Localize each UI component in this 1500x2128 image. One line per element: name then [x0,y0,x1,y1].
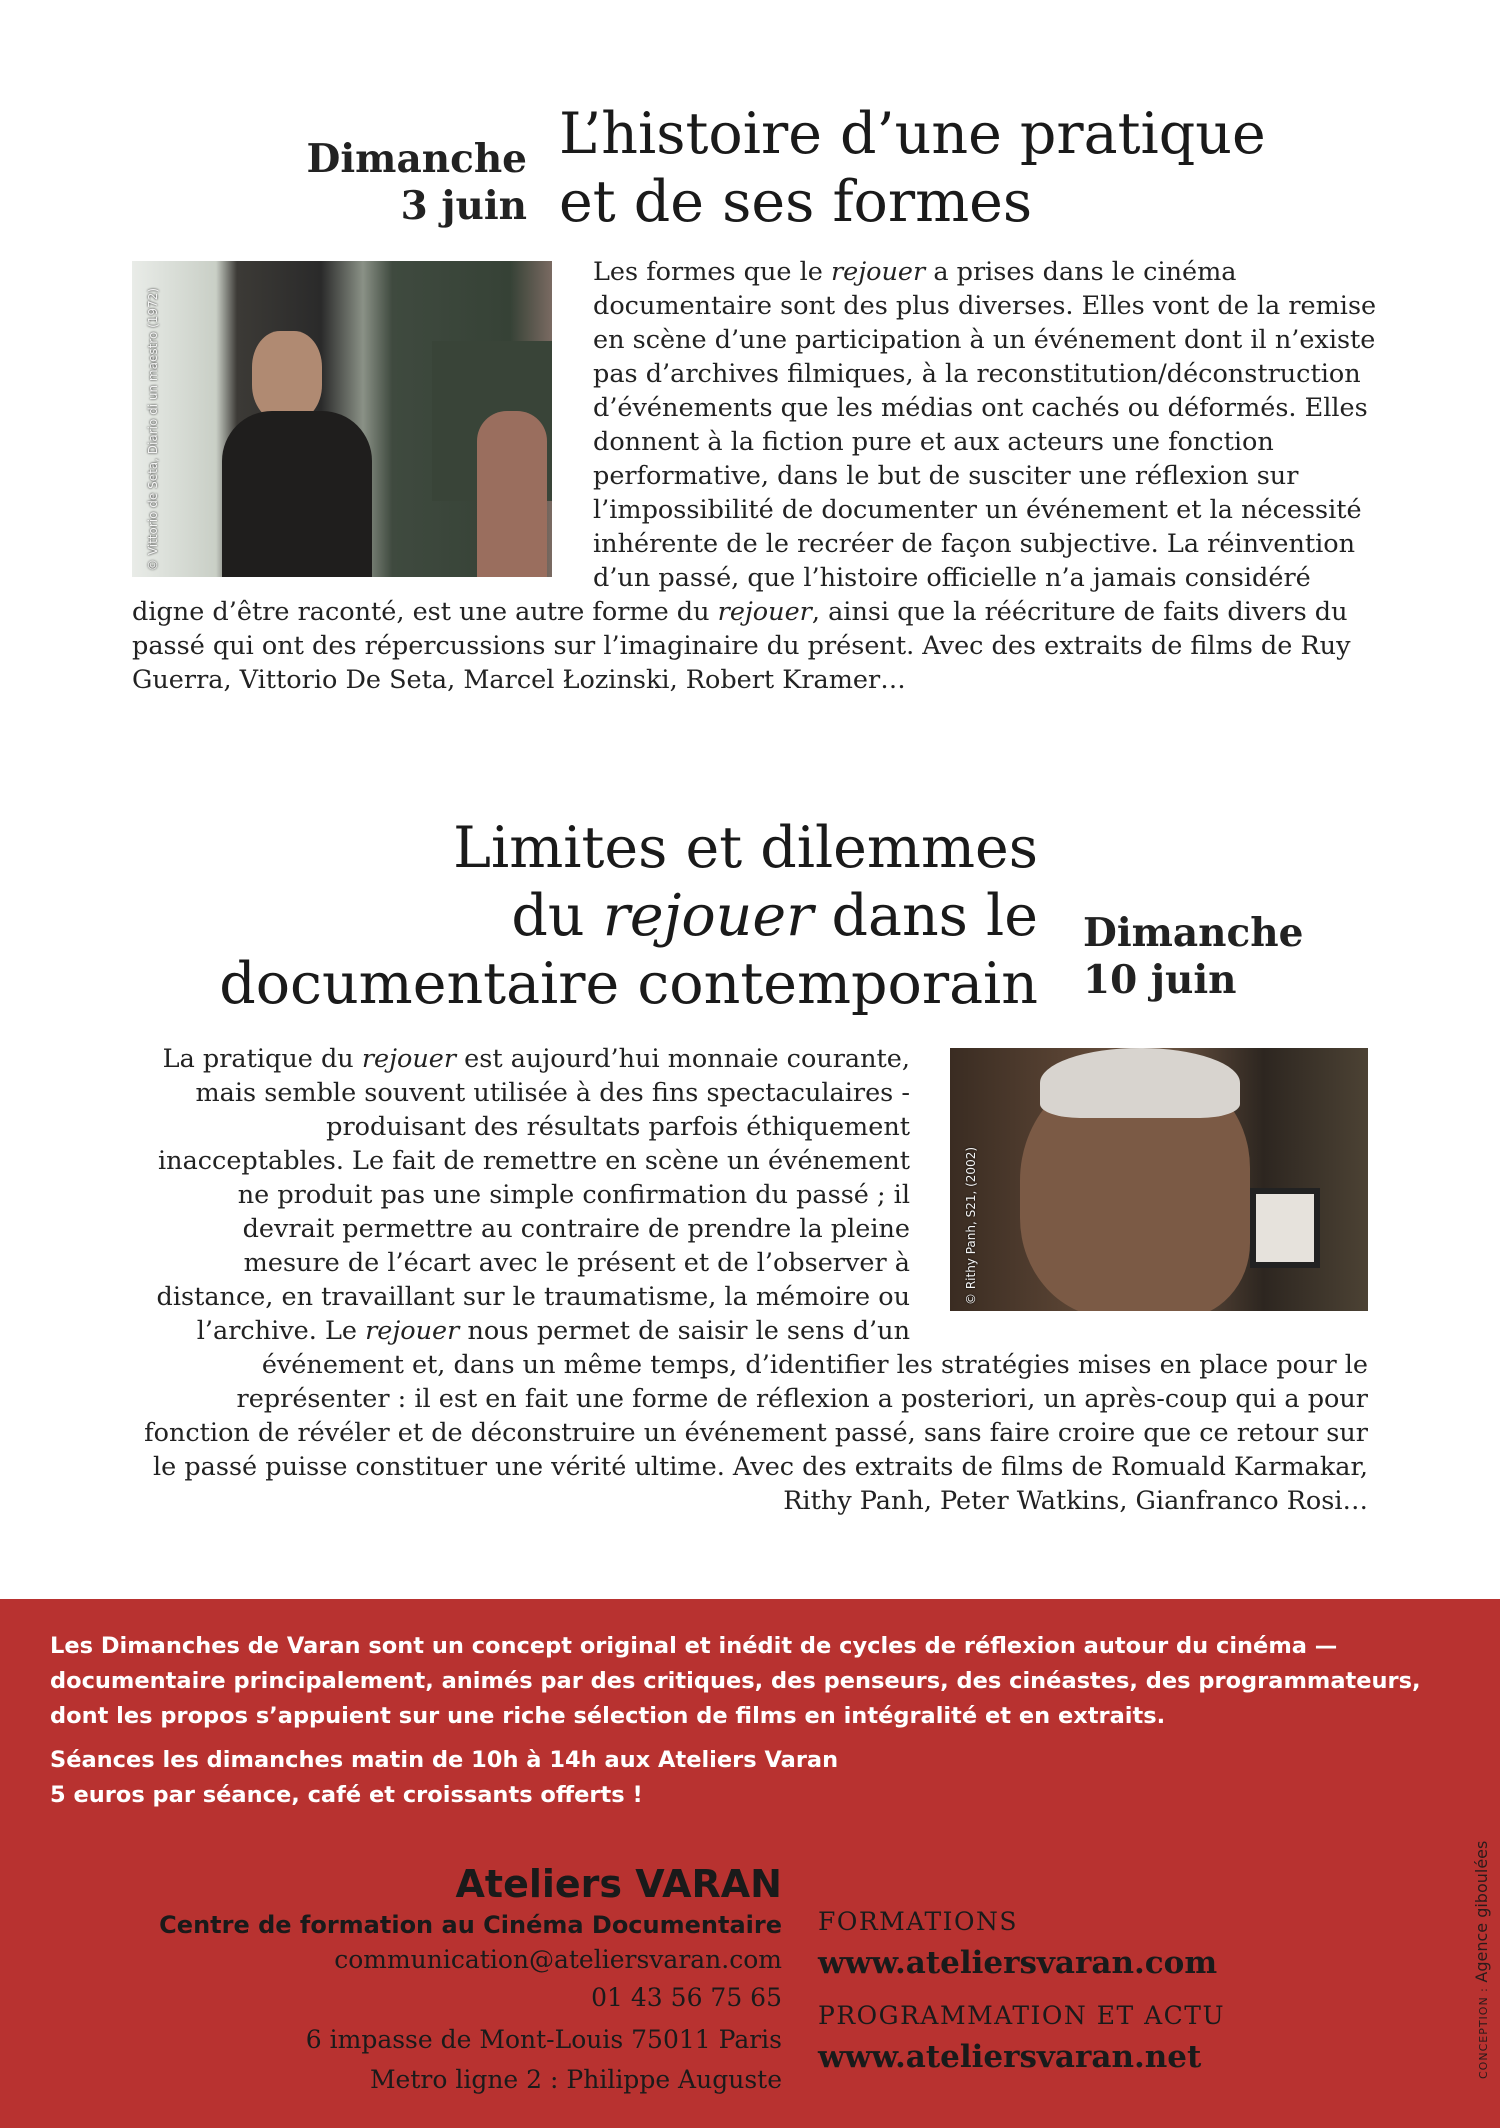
programmation-link[interactable]: www.ateliersvaran.net [818,2039,1202,2075]
section1-date [307,136,527,230]
formations-link[interactable]: www.ateliersvaran.com [818,1945,1218,1981]
italic-term: rejouer [717,597,812,627]
italic-term: rejouer [830,257,926,287]
phone-number: 01 43 56 75 65 [591,1983,782,2012]
contact-block [159,1861,782,2099]
section2-body [140,1042,1368,1518]
text-segment: est aujourd’hui monnaie courante, mais semble souvent utilisée à des fins spectaculaires - produisant des résultats parfois éthiquement inacceptables. Le fait de remettre en scène un événement ne produit pas une simple confirmation du passé ; il devrait permettre au contraire de prendre la pleine mesure de l’écart avec le présent et de l’observer à distance, en travaillant sur le traumatisme, la mémoire ou l’archive. Le [156,1044,910,1346]
price-text: 5 euros par séance, café et croissants offerts ! [50,1782,643,1808]
title-line [219,882,1038,950]
section2-date [1083,910,1303,1004]
section1-body [132,255,1382,697]
title-line: Limites et dilemmes [453,815,1038,881]
date-number: 10 juin [1083,957,1237,1003]
italic-term: rejouer [365,1316,460,1346]
photo-caption: © Vittorio de Seta, Diario di un maestro (1972) [146,287,160,571]
text-segment: La pratique du [162,1044,362,1074]
photo-diario-di-un-maestro [132,261,552,577]
credit-name: Agence giboulées [1472,1840,1491,1983]
title-line: documentaire contemporain [219,951,1038,1017]
text-segment: , ainsi que la réécriture de faits divers du passé qui ont des répercussions sur l’imaginaire du présent. Avec des extraits de films de Ruy Guerra, Vittorio De Seta, Marcel Łozinski, Robert Kramer… [132,597,1351,695]
formations-label: FORMATIONS [818,1907,1018,1936]
credit-label: CONCEPTION : [1477,1982,1490,2079]
programmation-label: PROGRAMMATION ET ACTU [818,2001,1226,2030]
section2-title [219,814,1038,1018]
metro-info: Metro ligne 2 : Philippe Auguste [369,2065,782,2094]
email-link[interactable]: communication@ateliersvaran.com [334,1945,782,1974]
footer-intro [50,1629,1450,1813]
design-credit [1472,1841,1491,2079]
intro-text: Les Dimanches de Varan sont un concept original et inédit de cycles de réflexion autour du cinéma — documentaire principalement, animés par des critiques, des penseurs, des cinéastes, des programmateurs, dont les propos s’appuient sur une riche sélection de films en intégralité et en extraits. [50,1633,1421,1729]
footer-band [0,1599,1500,2128]
title-line: L’histoire d’une pratique [559,101,1266,167]
title-line: et de ses formes [559,169,1033,235]
date-day: Dimanche [1083,910,1304,956]
org-subtitle: Centre de formation au Cinéma Documentaire [159,1911,782,1939]
title-part-italic: rejouer [602,883,814,949]
text-segment: a prises dans le cinéma documentaire sont des plus diverses. Elles vont de la remise en scène d’une participation à un événement dont il n’existe pas d’archives filmiques, à la reconstitution/déconstruction d’événements que les médias ont cachés ou déformés. Elles donnent à la fiction pure et aux acteurs une fonction performative, dans le but de susciter une réflexion sur l’impossibilité de documenter un événement et la nécessité inhérente de le recréer de façon subjective. La réinvention d’un passé, que l’histoire officielle n’a jamais considéré digne d’être raconté, est une autre forme du [132,257,1377,627]
photo-caption: © Rithy Panh, S21, (2002) [964,1146,978,1305]
title-part: dans le [813,883,1038,949]
text-segment: nous permet de saisir le sens d’un événement et, dans un même temps, d’identifier les stratégies mises en place pour le représenter : il est en fait une forme de réflexion a posteriori, un après-coup qui a pour fonction de révéler et de déconstruire un événement passé, sans faire croire que ce retour sur le passé puisse constituer une vérité ultime. Avec des extraits de films de Romuald Karmakar, Rithy Panh, Peter Watkins, Gianfranco Rosi… [144,1316,1368,1516]
address: 6 impasse de Mont-Louis 75011 Paris [305,2025,782,2054]
section1-title [559,100,1266,236]
text-segment: Les formes que le [593,257,831,287]
title-part: du [511,883,603,949]
date-number: 3 juin [400,183,527,229]
org-name: Ateliers VARAN [455,1862,782,1906]
italic-term: rejouer [361,1044,457,1074]
photo-s21 [950,1048,1368,1311]
links-block [818,1904,1225,2080]
sessions-text: Séances les dimanches matin de 10h à 14h aux Ateliers Varan [50,1747,839,1773]
date-day: Dimanche [306,136,527,182]
